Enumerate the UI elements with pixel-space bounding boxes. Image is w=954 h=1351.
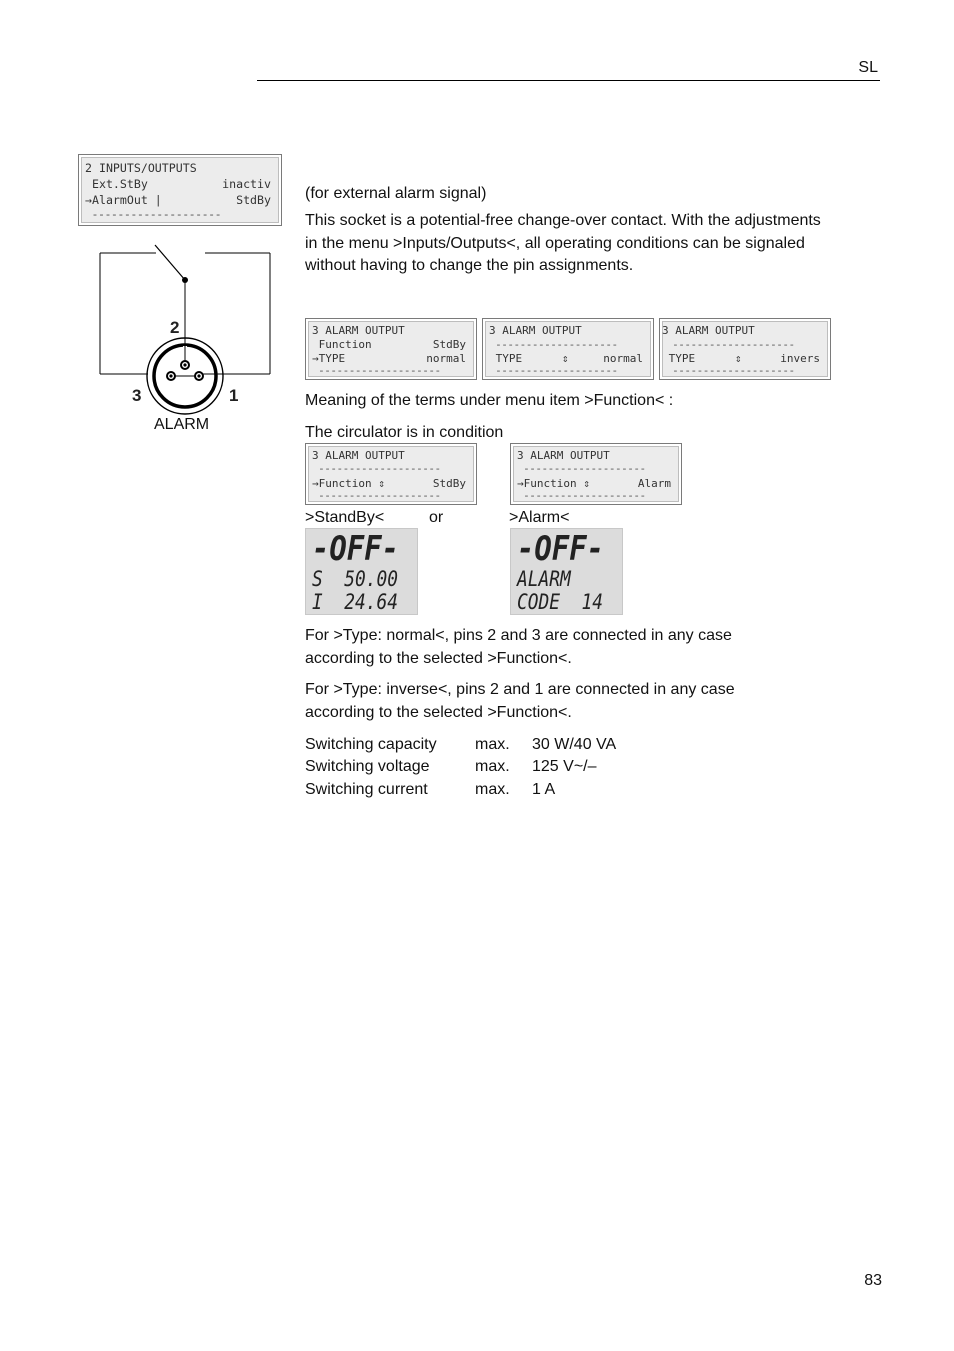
lcd-row2-value: normal <box>603 352 643 365</box>
lcd-alarm-output-3 <box>659 318 831 380</box>
lcd-title: 3 ALARM OUTPUT <box>662 324 755 337</box>
lcd-separator-top: -------------------- <box>517 462 646 475</box>
lcd-row2-label: →TYPE <box>312 352 346 365</box>
lcd-alarm-output-2 <box>482 318 654 380</box>
segment-display-standby <box>305 528 418 615</box>
spec-qualifier: max. <box>475 781 510 798</box>
state-label-or: or <box>429 509 444 526</box>
lcd-row-value: StdBy <box>432 477 466 490</box>
lcd-inputs-outputs <box>78 154 282 226</box>
spec-row <box>305 756 597 779</box>
spec-value: 1 A <box>532 781 556 798</box>
spec-row <box>305 734 616 757</box>
lcd-function-alarm <box>510 443 682 505</box>
pin-2-label: 2 <box>170 318 180 337</box>
lcd-title: 3 ALARM OUTPUT <box>312 449 405 462</box>
lcd-row1-value: StdBy <box>432 338 466 351</box>
lcd-row2-value: normal <box>426 352 466 365</box>
segment-line2: ALARM <box>517 567 571 591</box>
lcd-row2-label: →AlarmOut | <box>85 193 162 207</box>
lcd-row1-label: -------------------- <box>489 338 618 351</box>
spec-value: 30 W/40 VA <box>532 736 617 753</box>
spec-qualifier: max. <box>475 736 510 753</box>
lcd-row1-label: Ext.StBy <box>85 177 148 191</box>
spec-row <box>305 779 555 802</box>
lcd-separator: -------------------- <box>517 489 646 502</box>
lcd-separator: -------------------- <box>312 364 441 377</box>
spec-value: 125 V~/– <box>532 758 597 775</box>
segment-line3: CODE 14 <box>517 590 603 614</box>
lcd-separator: -------------------- <box>85 207 222 221</box>
page-number: 83 <box>864 1272 882 1289</box>
segment-line2: S 50.00 <box>312 567 398 591</box>
lcd-row1-value: inactiv <box>222 177 271 191</box>
alarm-label: ALARM <box>154 416 210 433</box>
segment-line1: -OFF- <box>517 529 605 569</box>
lcd-row-label: →Function ⇕ <box>517 477 590 490</box>
lcd-title: 2 INPUTS/OUTPUTS <box>85 161 197 175</box>
state-label-alarm: >Alarm< <box>509 509 570 526</box>
alarm-socket-diagram <box>90 240 290 420</box>
segment-display-alarm <box>510 528 623 615</box>
lcd-row1-label: -------------------- <box>666 338 795 351</box>
intro-body: This socket is a potential-free change-over contact. With the adjustments in the menu >Inputs/Outputs<, all operating conditions can be signaled without having to change the pin assignments. <box>305 212 821 274</box>
lcd-title: 3 ALARM OUTPUT <box>312 324 405 337</box>
spec-name: Switching current <box>305 781 428 798</box>
lcd-title: 3 ALARM OUTPUT <box>517 449 610 462</box>
lcd-row2-label: TYPE ⇕ <box>662 352 742 365</box>
pin-1-label: 1 <box>229 386 239 405</box>
condition-text: The circulator is in condition <box>305 424 504 441</box>
lcd-separator: -------------------- <box>489 364 618 377</box>
spec-name: Switching capacity <box>305 736 437 753</box>
note-type-normal: For >Type: normal<, pins 2 and 3 are connected in any case according to the selected >Function<. <box>305 627 732 667</box>
header-rule <box>257 80 880 81</box>
spec-name: Switching voltage <box>305 758 430 775</box>
segment-line1: -OFF- <box>312 529 400 569</box>
lcd-row2-label: TYPE ⇕ <box>489 352 569 365</box>
segment-line3: I 24.64 <box>312 590 398 614</box>
header-section: SL <box>858 59 878 76</box>
state-label-standby: >StandBy< <box>305 509 385 526</box>
spec-qualifier: max. <box>475 758 510 775</box>
lcd-alarm-output-1 <box>305 318 477 380</box>
switch-contact-dot <box>182 277 188 283</box>
lcd-title: 3 ALARM OUTPUT <box>489 324 582 337</box>
lcd-row-label: →Function ⇕ <box>312 477 385 490</box>
meaning-text: Meaning of the terms under menu item >Function< : <box>305 392 674 409</box>
lcd-row-value: Alarm <box>637 477 671 490</box>
lcd-row1-label: Function <box>312 338 372 351</box>
note-type-inverse: For >Type: inverse<, pins 2 and 1 are connected in any case according to the selected >Function<. <box>305 681 735 721</box>
lcd-separator-top: -------------------- <box>312 462 441 475</box>
lcd-separator: -------------------- <box>666 364 795 377</box>
lcd-separator: -------------------- <box>312 489 441 502</box>
lcd-row2-value: StdBy <box>236 193 271 207</box>
intro-subtitle: (for external alarm signal) <box>305 185 487 202</box>
pin-3-label: 3 <box>132 386 142 405</box>
lcd-row2-value: invers <box>780 352 820 365</box>
lcd-function-standby <box>305 443 477 505</box>
